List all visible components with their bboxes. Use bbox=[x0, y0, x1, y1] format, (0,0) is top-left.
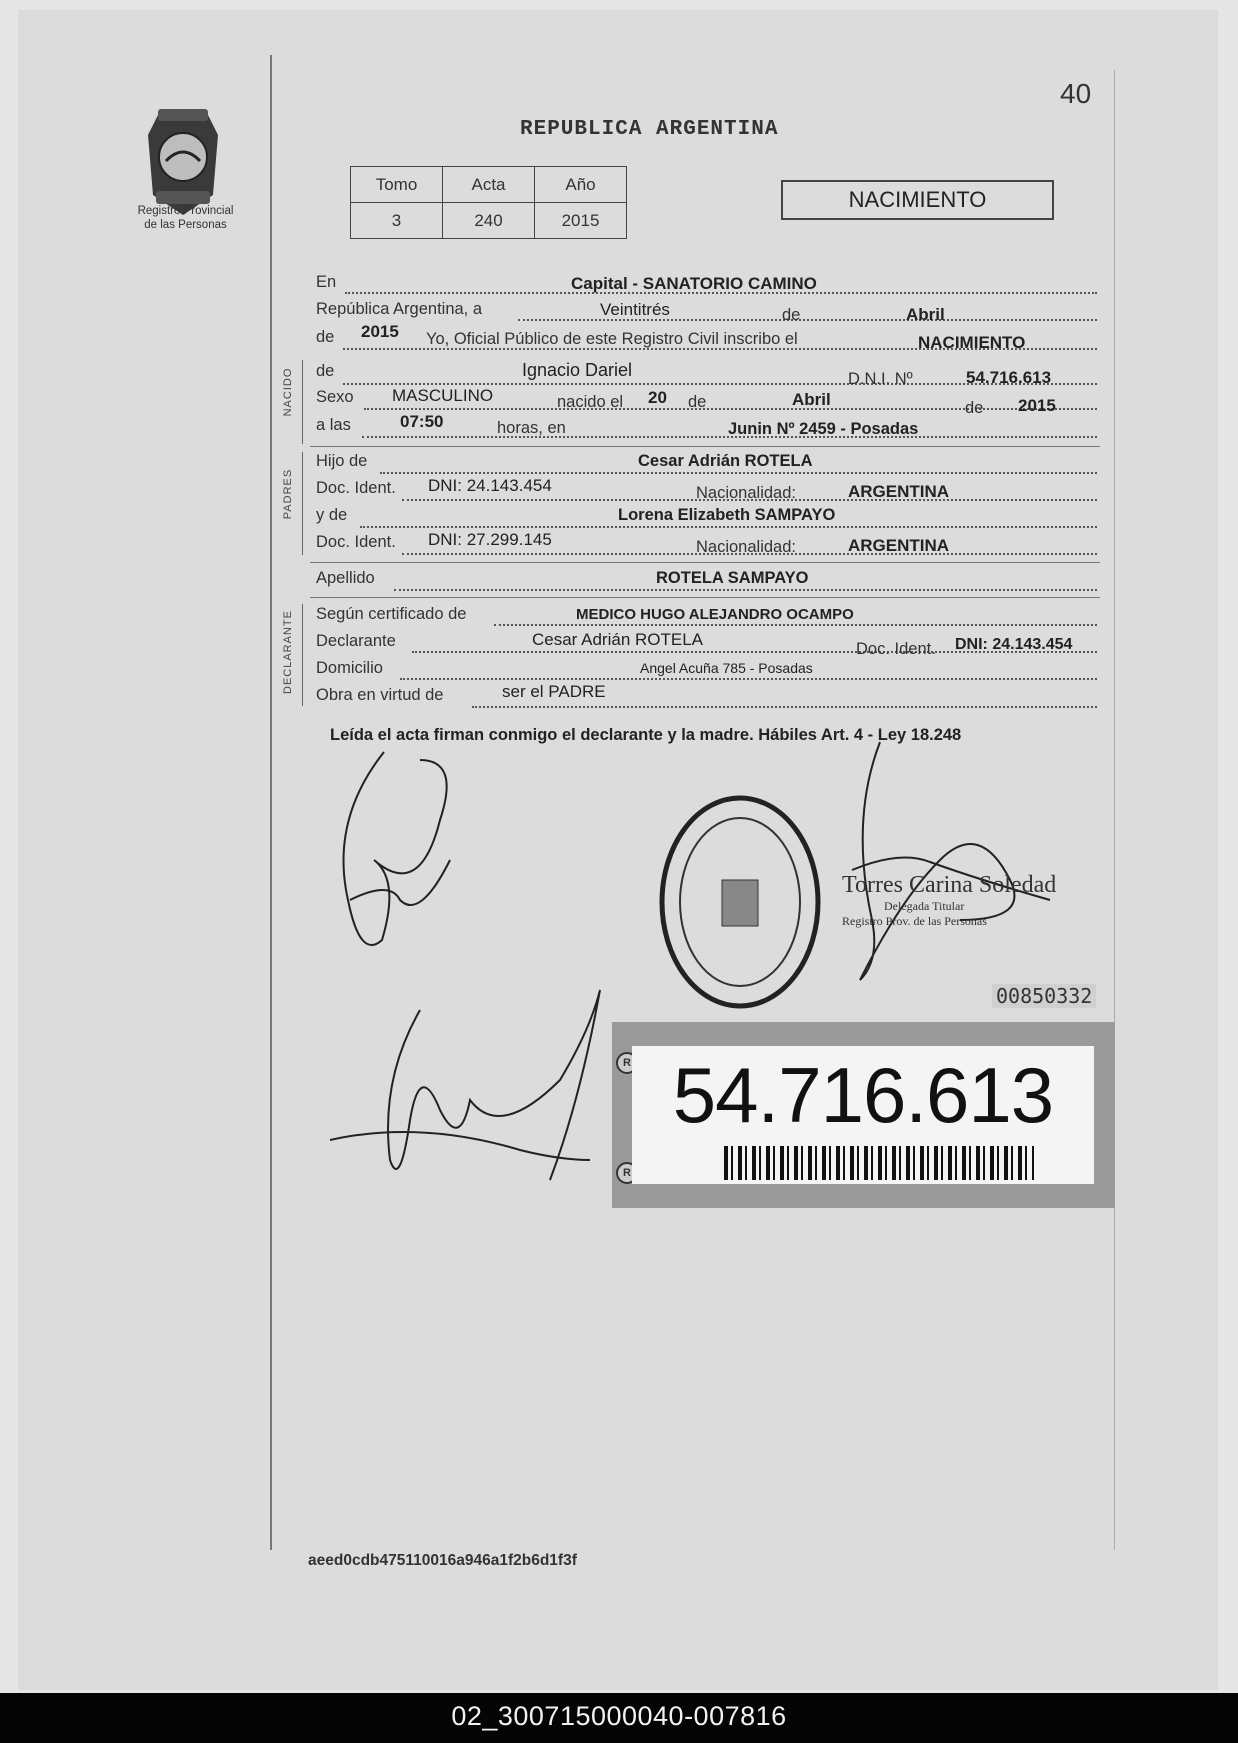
registry-header: Acta bbox=[443, 167, 535, 203]
child-name-value: Ignacio Dariel bbox=[522, 360, 633, 380]
doc-ident-label: Doc. Ident. bbox=[856, 640, 936, 658]
nacido-el-label: nacido el bbox=[557, 393, 624, 411]
y-de-label: y de bbox=[316, 506, 348, 524]
certificado-label: Según certificado de bbox=[316, 605, 467, 623]
scan-file-id: 02_300715000040-007816 bbox=[451, 1701, 787, 1731]
official-stamp bbox=[842, 872, 1056, 929]
nacionalidad-label: Nacionalidad: bbox=[696, 538, 796, 556]
barcode-label bbox=[612, 1022, 1115, 1208]
registry-value: 3 bbox=[351, 203, 443, 239]
mother-name-value: Lorena Elizabeth SAMPAYO bbox=[618, 506, 836, 524]
official-office: Registro Prov. de las Personas bbox=[842, 914, 987, 928]
declarante-label: Declarante bbox=[316, 632, 396, 650]
declarant-doc-value: DNI: 24.143.454 bbox=[955, 636, 1073, 653]
certificate-value: MEDICO HUGO ALEJANDRO OCAMPO bbox=[576, 606, 854, 623]
surname-value: ROTELA SAMPAYO bbox=[656, 569, 809, 587]
padres-section-label: PADRES bbox=[282, 468, 294, 520]
birth-address-value: Junin Nº 2459 - Posadas bbox=[728, 420, 919, 438]
registry-header: Año bbox=[535, 167, 627, 203]
declarante-section-label: DECLARANTE bbox=[282, 610, 294, 694]
official-seal bbox=[662, 798, 818, 1006]
relationship-value: ser el PADRE bbox=[502, 682, 606, 701]
father-doc-value: DNI: 24.143.454 bbox=[428, 476, 552, 495]
logo-caption-line: Registro Provincial bbox=[137, 205, 234, 217]
republica-label: República Argentina, a bbox=[316, 300, 483, 318]
year-value: 2015 bbox=[361, 322, 399, 341]
mother-nationality-value: ARGENTINA bbox=[848, 536, 950, 555]
obra-label: Obra en virtud de bbox=[316, 686, 444, 704]
birth-day-value: 20 bbox=[648, 388, 667, 407]
address-value: Angel Acuña 785 - Posadas bbox=[640, 660, 813, 676]
barcode-number: 54.716.613 bbox=[672, 1051, 1054, 1139]
birth-month-value: Abril bbox=[792, 390, 831, 409]
record-type-box: NACIMIENTO bbox=[781, 180, 1054, 220]
page-number: 40 bbox=[1060, 78, 1092, 109]
a-las-label: a las bbox=[316, 416, 351, 434]
dni-label: D.N.I. Nº bbox=[848, 370, 913, 388]
de-label: de bbox=[782, 306, 801, 324]
serial-number: 00850332 bbox=[992, 984, 1096, 1008]
nacionalidad-label: Nacionalidad: bbox=[696, 484, 796, 502]
hijo-de-label: Hijo de bbox=[316, 452, 368, 470]
sex-value: MASCULINO bbox=[392, 386, 494, 405]
declarant-name-value: Cesar Adrián ROTELA bbox=[532, 630, 704, 649]
logo-caption-line: de las Personas bbox=[144, 219, 227, 231]
month-value: Abril bbox=[906, 305, 945, 324]
official-name: Torres Carina Soledad bbox=[842, 872, 1057, 898]
registry-value: 240 bbox=[443, 203, 535, 239]
registry-value: 2015 bbox=[535, 203, 627, 239]
barcode-bars bbox=[724, 1146, 1034, 1180]
doc-ident-label: Doc. Ident. bbox=[316, 533, 396, 551]
scan-footer-strip bbox=[0, 1693, 1238, 1743]
birth-time-value: 07:50 bbox=[400, 412, 444, 431]
apellido-label: Apellido bbox=[316, 569, 375, 587]
registered-mark-icon: R bbox=[616, 1162, 638, 1184]
barcode-panel bbox=[632, 1046, 1094, 1184]
registry-header: Tomo bbox=[351, 167, 443, 203]
domicilio-label: Domicilio bbox=[316, 659, 383, 677]
day-words-value: Veintitrés bbox=[600, 300, 670, 319]
record-kind-value: NACIMIENTO bbox=[918, 333, 1026, 352]
father-nationality-value: ARGENTINA bbox=[848, 482, 950, 501]
de-label: de bbox=[965, 399, 984, 417]
document-hash: aeed0cdb475110016a946a1f2b6d1f3f bbox=[308, 1552, 577, 1569]
closing-statement: Leída el acta firman conmigo el declarante y la madre. Hábiles Art. 4 - Ley 18.248 bbox=[330, 726, 962, 744]
de-label: de bbox=[688, 393, 707, 411]
de-label: de bbox=[316, 328, 335, 346]
de-label: de bbox=[316, 362, 335, 380]
document-title: REPUBLICA ARGENTINA bbox=[520, 118, 779, 141]
mother-doc-value: DNI: 27.299.145 bbox=[428, 530, 552, 549]
birth-place-value: Capital - SANATORIO CAMINO bbox=[571, 274, 817, 293]
inscribo-label: Yo, Oficial Público de este Registro Civil inscribo el bbox=[426, 330, 798, 348]
doc-ident-label: Doc. Ident. bbox=[316, 479, 396, 497]
sexo-label: Sexo bbox=[316, 388, 354, 406]
horas-en-label: horas, en bbox=[497, 419, 566, 437]
birth-year-value: 2015 bbox=[1018, 396, 1056, 415]
nacido-section-label: NACIDO bbox=[282, 367, 294, 417]
official-title: Delegada Titular bbox=[884, 899, 965, 913]
child-dni-value: 54.716.613 bbox=[966, 368, 1052, 387]
en-label: En bbox=[316, 273, 337, 291]
registered-mark-icon: R bbox=[616, 1052, 638, 1074]
father-name-value: Cesar Adrián ROTELA bbox=[638, 452, 813, 470]
